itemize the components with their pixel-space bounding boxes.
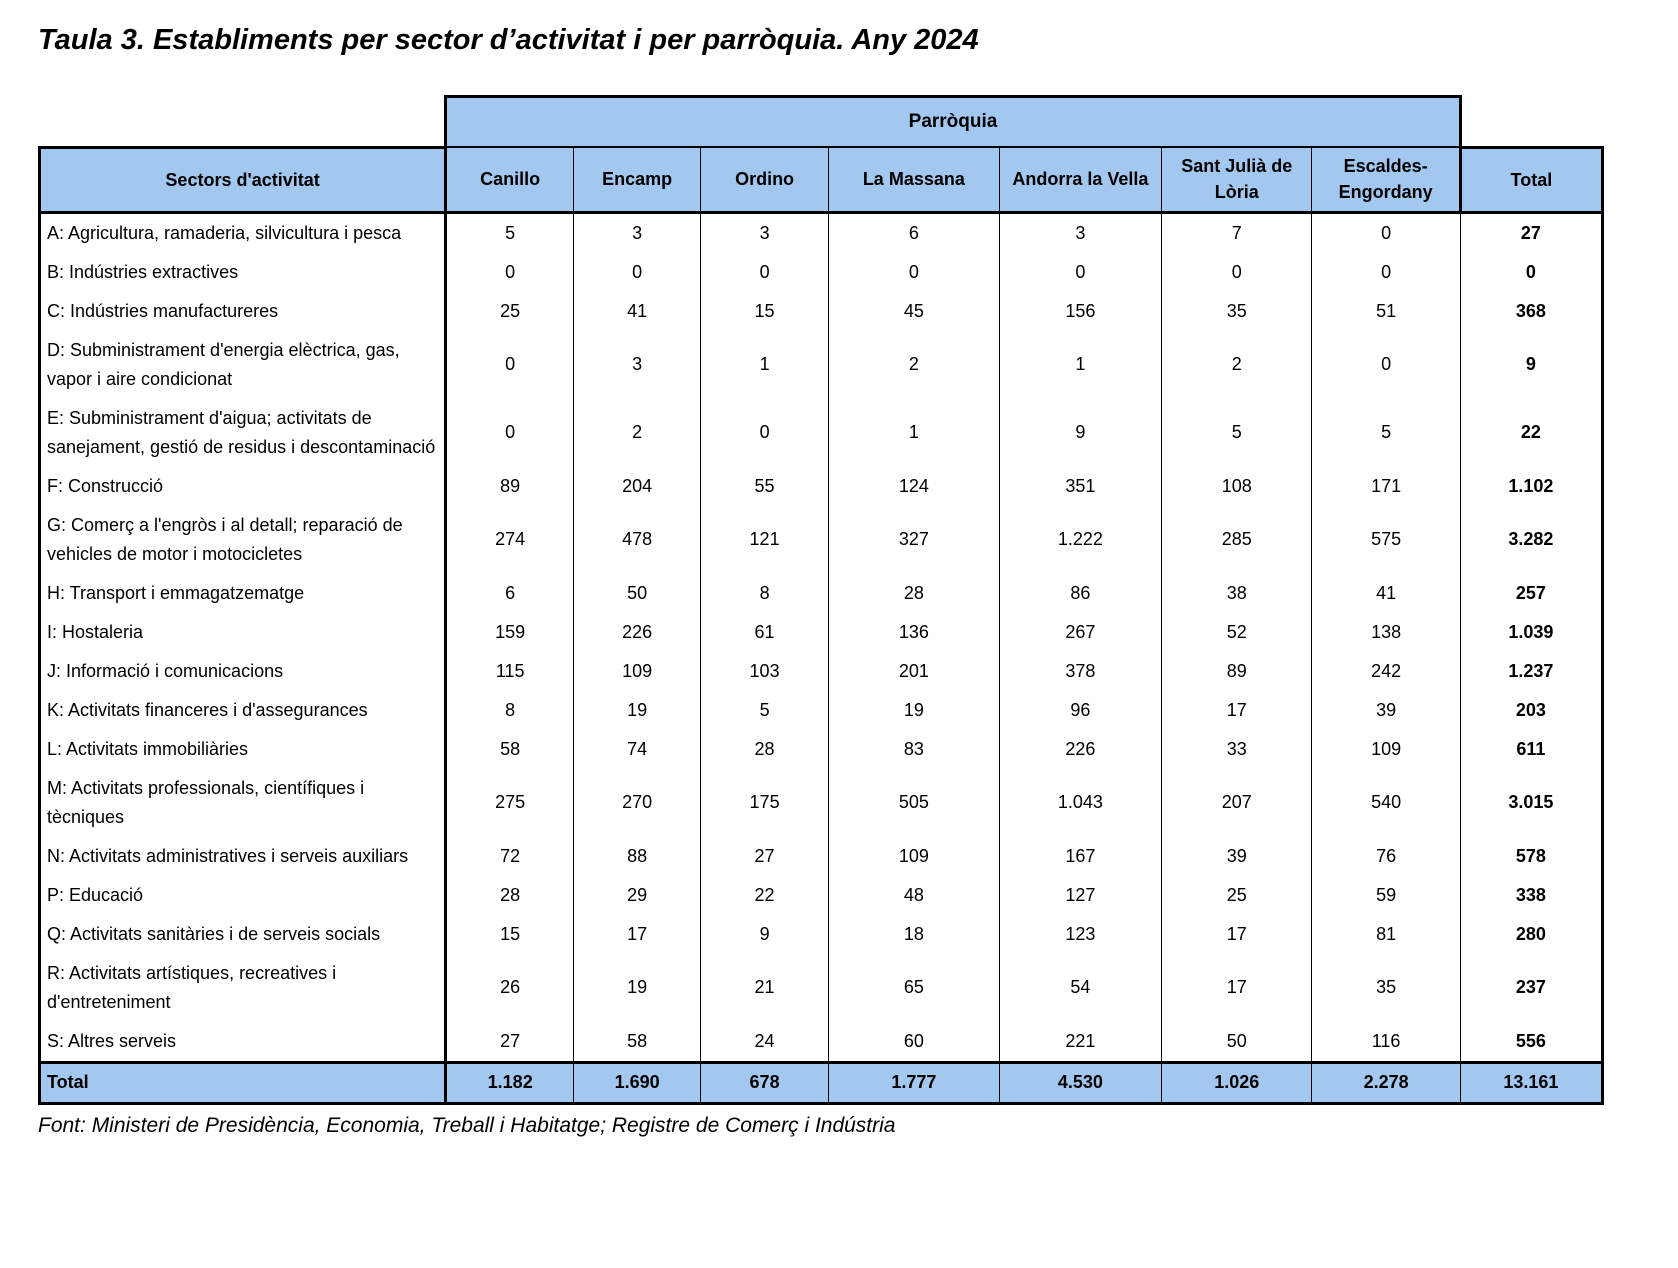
table-row bbox=[40, 613, 1603, 652]
value-cell: 27 bbox=[701, 837, 829, 876]
value-cell: 76 bbox=[1312, 837, 1460, 876]
value-cell: 39 bbox=[1162, 837, 1312, 876]
sector-label: P: Educació bbox=[40, 876, 446, 915]
value-cell: 39 bbox=[1312, 691, 1460, 730]
value-cell: 81 bbox=[1312, 915, 1460, 954]
value-cell: 60 bbox=[829, 1022, 1000, 1063]
value-cell: 103 bbox=[701, 652, 829, 691]
value-cell: 226 bbox=[574, 613, 701, 652]
sector-label: S: Altres serveis bbox=[40, 1022, 446, 1063]
value-cell: 0 bbox=[574, 253, 701, 292]
value-cell: 17 bbox=[1162, 915, 1312, 954]
value-cell: 29 bbox=[574, 876, 701, 915]
value-cell: 83 bbox=[829, 730, 1000, 769]
value-cell: 50 bbox=[1162, 1022, 1312, 1063]
value-cell: 17 bbox=[1162, 954, 1312, 1022]
value-cell: 26 bbox=[446, 954, 574, 1022]
value-cell: 327 bbox=[829, 506, 1000, 574]
value-cell: 3 bbox=[701, 212, 829, 253]
table-row bbox=[40, 506, 1603, 574]
value-cell: 2 bbox=[829, 331, 1000, 399]
table-row bbox=[40, 399, 1603, 467]
total-value-cell: 678 bbox=[701, 1062, 829, 1103]
value-cell: 15 bbox=[446, 915, 574, 954]
value-cell: 17 bbox=[574, 915, 701, 954]
source-note: Font: Ministeri de Presidència, Economia, Treball i Habitatge; Registre de Comerç i Indústria bbox=[38, 1113, 896, 1137]
value-cell: 505 bbox=[829, 769, 1000, 837]
value-cell: 65 bbox=[829, 954, 1000, 1022]
column-header-6: Sant Julià de Lòria bbox=[1162, 147, 1312, 212]
row-total-cell: 257 bbox=[1460, 574, 1602, 613]
value-cell: 54 bbox=[999, 954, 1161, 1022]
total-value-cell: 2.278 bbox=[1312, 1062, 1460, 1103]
value-cell: 1 bbox=[999, 331, 1161, 399]
table-row bbox=[40, 730, 1603, 769]
value-cell: 0 bbox=[1312, 253, 1460, 292]
sector-label: G: Comerç a l'engròs i al detall; reparació de vehicles de motor i motocicletes bbox=[40, 506, 446, 574]
value-cell: 28 bbox=[701, 730, 829, 769]
table-row bbox=[40, 915, 1603, 954]
value-cell: 378 bbox=[999, 652, 1161, 691]
value-cell: 121 bbox=[701, 506, 829, 574]
value-cell: 0 bbox=[829, 253, 1000, 292]
row-total-cell: 0 bbox=[1460, 253, 1602, 292]
sector-label: K: Activitats financeres i d'assegurances bbox=[40, 691, 446, 730]
value-cell: 124 bbox=[829, 467, 1000, 506]
value-cell: 89 bbox=[1162, 652, 1312, 691]
value-cell: 18 bbox=[829, 915, 1000, 954]
value-cell: 274 bbox=[446, 506, 574, 574]
row-total-cell: 3.015 bbox=[1460, 769, 1602, 837]
value-cell: 24 bbox=[701, 1022, 829, 1063]
value-cell: 5 bbox=[1162, 399, 1312, 467]
sector-label: N: Activitats administratives i serveis auxiliars bbox=[40, 837, 446, 876]
value-cell: 138 bbox=[1312, 613, 1460, 652]
column-header-row bbox=[40, 147, 1603, 212]
sector-label: E: Subministrament d'aigua; activitats de sanejament, gestió de residus i descontaminació bbox=[40, 399, 446, 467]
value-cell: 0 bbox=[446, 331, 574, 399]
value-cell: 116 bbox=[1312, 1022, 1460, 1063]
value-cell: 351 bbox=[999, 467, 1161, 506]
value-cell: 221 bbox=[999, 1022, 1161, 1063]
group-header-row bbox=[40, 97, 1603, 148]
value-cell: 19 bbox=[829, 691, 1000, 730]
sector-label: C: Indústries manufactureres bbox=[40, 292, 446, 331]
sector-label: B: Indústries extractives bbox=[40, 253, 446, 292]
value-cell: 127 bbox=[999, 876, 1161, 915]
table-row bbox=[40, 691, 1603, 730]
value-cell: 1.043 bbox=[999, 769, 1161, 837]
value-cell: 0 bbox=[999, 253, 1161, 292]
value-cell: 3 bbox=[999, 212, 1161, 253]
total-value-cell: 1.777 bbox=[829, 1062, 1000, 1103]
row-total-cell: 280 bbox=[1460, 915, 1602, 954]
table-row bbox=[40, 574, 1603, 613]
table-row bbox=[40, 212, 1603, 253]
table-row bbox=[40, 769, 1603, 837]
column-header-5: Andorra la Vella bbox=[999, 147, 1161, 212]
value-cell: 109 bbox=[574, 652, 701, 691]
total-value-cell: 1.690 bbox=[574, 1062, 701, 1103]
row-total-cell: 203 bbox=[1460, 691, 1602, 730]
value-cell: 0 bbox=[701, 253, 829, 292]
value-cell: 0 bbox=[446, 253, 574, 292]
sector-label: H: Transport i emmagatzematge bbox=[40, 574, 446, 613]
value-cell: 58 bbox=[446, 730, 574, 769]
row-total-cell: 22 bbox=[1460, 399, 1602, 467]
value-cell: 115 bbox=[446, 652, 574, 691]
value-cell: 267 bbox=[999, 613, 1161, 652]
value-cell: 5 bbox=[701, 691, 829, 730]
establishments-table bbox=[38, 95, 1604, 1105]
table-row bbox=[40, 467, 1603, 506]
value-cell: 19 bbox=[574, 954, 701, 1022]
value-cell: 51 bbox=[1312, 292, 1460, 331]
value-cell: 21 bbox=[701, 954, 829, 1022]
value-cell: 28 bbox=[446, 876, 574, 915]
value-cell: 3 bbox=[574, 331, 701, 399]
value-cell: 41 bbox=[1312, 574, 1460, 613]
value-cell: 1 bbox=[829, 399, 1000, 467]
value-cell: 109 bbox=[1312, 730, 1460, 769]
sector-label: I: Hostaleria bbox=[40, 613, 446, 652]
value-cell: 72 bbox=[446, 837, 574, 876]
value-cell: 27 bbox=[446, 1022, 574, 1063]
value-cell: 108 bbox=[1162, 467, 1312, 506]
value-cell: 540 bbox=[1312, 769, 1460, 837]
value-cell: 25 bbox=[1162, 876, 1312, 915]
total-value-cell: 4.530 bbox=[999, 1062, 1161, 1103]
sector-label: A: Agricultura, ramaderia, silvicultura i pesca bbox=[40, 212, 446, 253]
row-total-cell: 237 bbox=[1460, 954, 1602, 1022]
table-row bbox=[40, 331, 1603, 399]
value-cell: 136 bbox=[829, 613, 1000, 652]
sector-label: J: Informació i comunicacions bbox=[40, 652, 446, 691]
value-cell: 123 bbox=[999, 915, 1161, 954]
value-cell: 59 bbox=[1312, 876, 1460, 915]
value-cell: 17 bbox=[1162, 691, 1312, 730]
grand-total-cell: 13.161 bbox=[1460, 1062, 1602, 1103]
value-cell: 156 bbox=[999, 292, 1161, 331]
value-cell: 58 bbox=[574, 1022, 701, 1063]
value-cell: 478 bbox=[574, 506, 701, 574]
value-cell: 89 bbox=[446, 467, 574, 506]
value-cell: 0 bbox=[1312, 331, 1460, 399]
value-cell: 88 bbox=[574, 837, 701, 876]
row-total-cell: 578 bbox=[1460, 837, 1602, 876]
column-header-total: Total bbox=[1460, 147, 1602, 212]
value-cell: 25 bbox=[446, 292, 574, 331]
value-cell: 9 bbox=[701, 915, 829, 954]
value-cell: 7 bbox=[1162, 212, 1312, 253]
column-header-7: Escaldes-Engordany bbox=[1312, 147, 1460, 212]
corner-spacer-left bbox=[40, 97, 446, 148]
value-cell: 201 bbox=[829, 652, 1000, 691]
value-cell: 19 bbox=[574, 691, 701, 730]
value-cell: 575 bbox=[1312, 506, 1460, 574]
value-cell: 33 bbox=[1162, 730, 1312, 769]
value-cell: 0 bbox=[1312, 212, 1460, 253]
table-row bbox=[40, 954, 1603, 1022]
value-cell: 226 bbox=[999, 730, 1161, 769]
total-row-label: Total bbox=[40, 1062, 446, 1103]
total-value-cell: 1.182 bbox=[446, 1062, 574, 1103]
value-cell: 8 bbox=[701, 574, 829, 613]
value-cell: 2 bbox=[1162, 331, 1312, 399]
corner-spacer-right bbox=[1460, 97, 1602, 148]
row-total-cell: 611 bbox=[1460, 730, 1602, 769]
value-cell: 15 bbox=[701, 292, 829, 331]
row-total-cell: 3.282 bbox=[1460, 506, 1602, 574]
value-cell: 167 bbox=[999, 837, 1161, 876]
column-header-1: Canillo bbox=[446, 147, 574, 212]
group-header-parroquia: Parròquia bbox=[446, 97, 1461, 148]
value-cell: 0 bbox=[1162, 253, 1312, 292]
table-row bbox=[40, 837, 1603, 876]
value-cell: 45 bbox=[829, 292, 1000, 331]
value-cell: 285 bbox=[1162, 506, 1312, 574]
row-total-cell: 368 bbox=[1460, 292, 1602, 331]
sector-label: M: Activitats professionals, científiques i tècniques bbox=[40, 769, 446, 837]
sector-label: D: Subministrament d'energia elèctrica, gas, vapor i aire condicionat bbox=[40, 331, 446, 399]
value-cell: 0 bbox=[446, 399, 574, 467]
row-total-cell: 9 bbox=[1460, 331, 1602, 399]
value-cell: 41 bbox=[574, 292, 701, 331]
value-cell: 52 bbox=[1162, 613, 1312, 652]
column-header-sectors: Sectors d'activitat bbox=[40, 147, 446, 212]
value-cell: 35 bbox=[1162, 292, 1312, 331]
table-row bbox=[40, 876, 1603, 915]
row-total-cell: 1.039 bbox=[1460, 613, 1602, 652]
table-row bbox=[40, 652, 1603, 691]
value-cell: 207 bbox=[1162, 769, 1312, 837]
page-title: Taula 3. Establiments per sector d’activitat i per parròquia. Any 2024 bbox=[38, 24, 979, 56]
row-total-cell: 27 bbox=[1460, 212, 1602, 253]
value-cell: 0 bbox=[701, 399, 829, 467]
row-total-cell: 1.102 bbox=[1460, 467, 1602, 506]
table-row bbox=[40, 1022, 1603, 1063]
value-cell: 61 bbox=[701, 613, 829, 652]
sector-label: R: Activitats artístiques, recreatives i d'entreteniment bbox=[40, 954, 446, 1022]
row-total-cell: 338 bbox=[1460, 876, 1602, 915]
total-row bbox=[40, 1062, 1603, 1103]
value-cell: 242 bbox=[1312, 652, 1460, 691]
value-cell: 86 bbox=[999, 574, 1161, 613]
value-cell: 48 bbox=[829, 876, 1000, 915]
value-cell: 204 bbox=[574, 467, 701, 506]
value-cell: 96 bbox=[999, 691, 1161, 730]
value-cell: 35 bbox=[1312, 954, 1460, 1022]
value-cell: 109 bbox=[829, 837, 1000, 876]
value-cell: 28 bbox=[829, 574, 1000, 613]
value-cell: 50 bbox=[574, 574, 701, 613]
value-cell: 175 bbox=[701, 769, 829, 837]
column-header-2: Encamp bbox=[574, 147, 701, 212]
total-value-cell: 1.026 bbox=[1162, 1062, 1312, 1103]
row-total-cell: 1.237 bbox=[1460, 652, 1602, 691]
value-cell: 1.222 bbox=[999, 506, 1161, 574]
table-row bbox=[40, 253, 1603, 292]
sector-label: L: Activitats immobiliàries bbox=[40, 730, 446, 769]
value-cell: 38 bbox=[1162, 574, 1312, 613]
column-header-3: Ordino bbox=[701, 147, 829, 212]
table-row bbox=[40, 292, 1603, 331]
value-cell: 270 bbox=[574, 769, 701, 837]
value-cell: 2 bbox=[574, 399, 701, 467]
value-cell: 1 bbox=[701, 331, 829, 399]
column-header-4: La Massana bbox=[829, 147, 1000, 212]
value-cell: 6 bbox=[829, 212, 1000, 253]
value-cell: 3 bbox=[574, 212, 701, 253]
value-cell: 74 bbox=[574, 730, 701, 769]
value-cell: 5 bbox=[446, 212, 574, 253]
value-cell: 55 bbox=[701, 467, 829, 506]
value-cell: 5 bbox=[1312, 399, 1460, 467]
row-total-cell: 556 bbox=[1460, 1022, 1602, 1063]
value-cell: 9 bbox=[999, 399, 1161, 467]
value-cell: 159 bbox=[446, 613, 574, 652]
sector-label: Q: Activitats sanitàries i de serveis socials bbox=[40, 915, 446, 954]
sector-label: F: Construcció bbox=[40, 467, 446, 506]
value-cell: 22 bbox=[701, 876, 829, 915]
value-cell: 6 bbox=[446, 574, 574, 613]
value-cell: 171 bbox=[1312, 467, 1460, 506]
value-cell: 8 bbox=[446, 691, 574, 730]
value-cell: 275 bbox=[446, 769, 574, 837]
